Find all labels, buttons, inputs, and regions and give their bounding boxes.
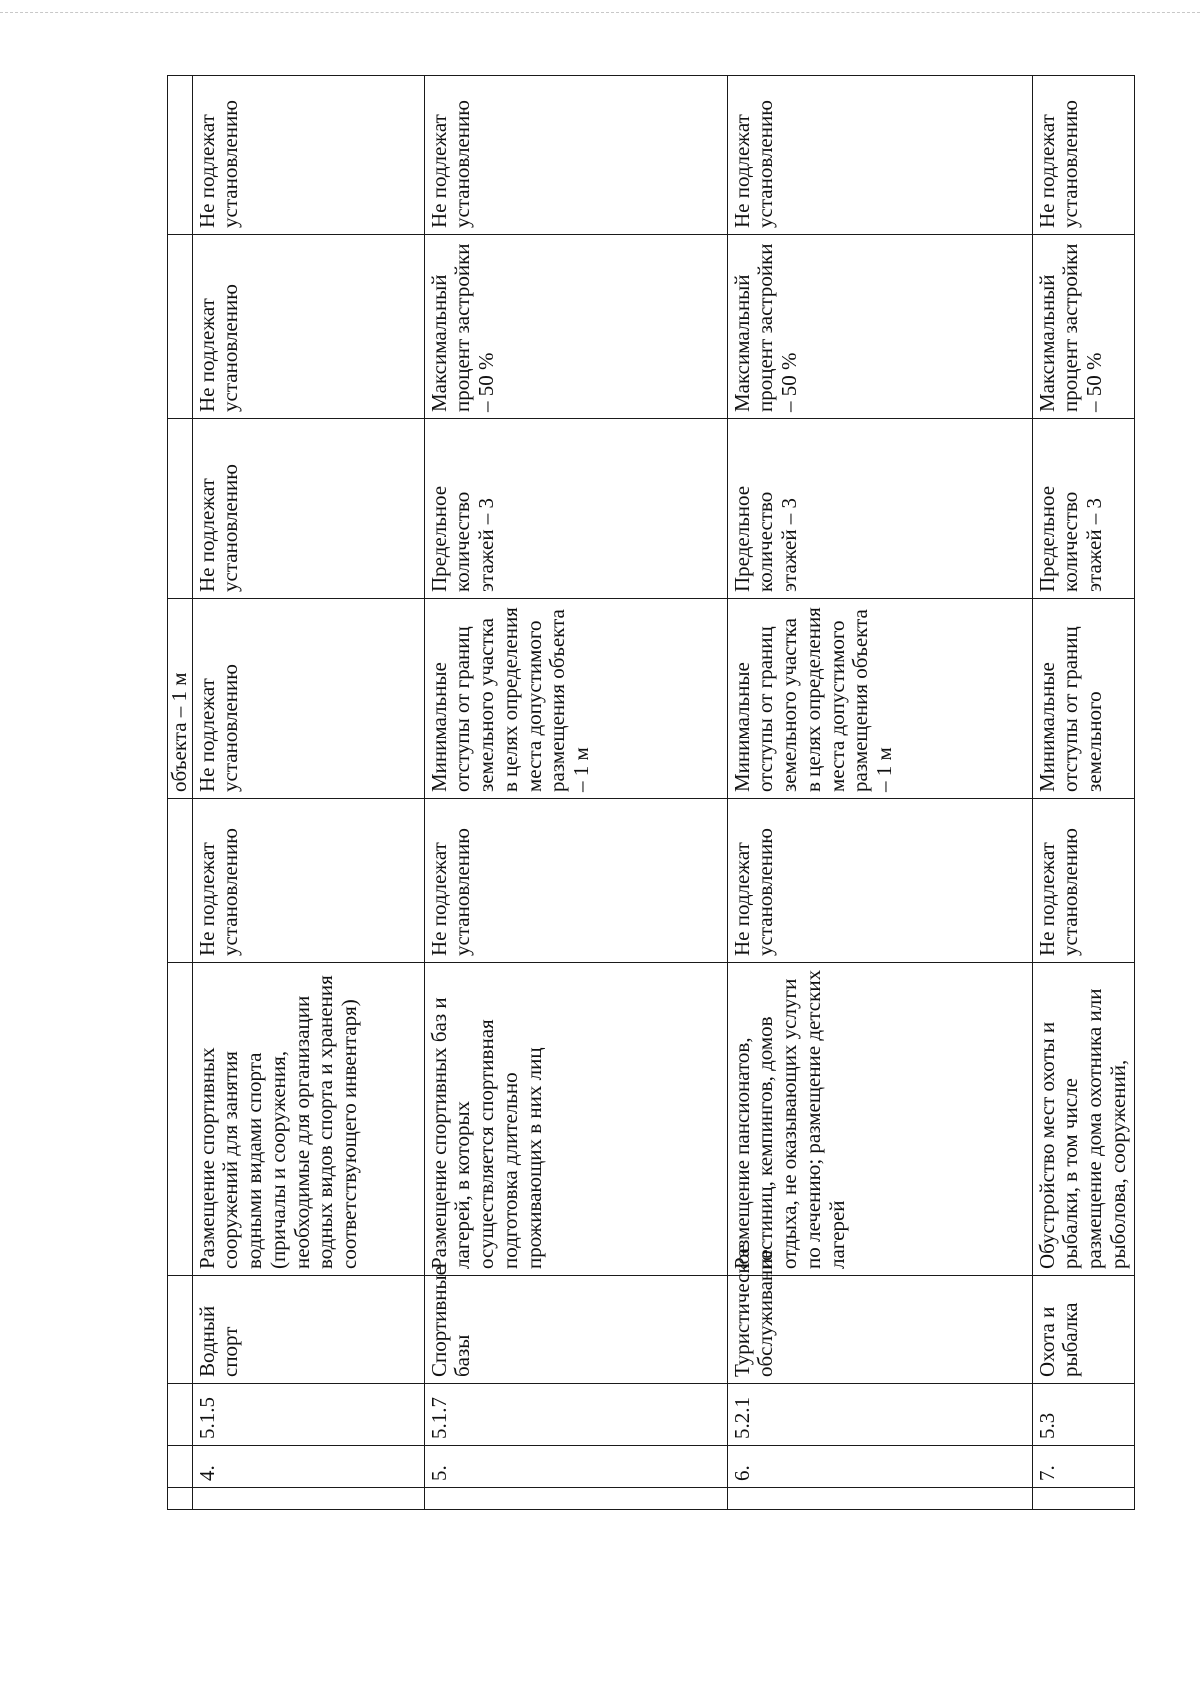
zoning-regulations-table: [167, 75, 1135, 1510]
table-row: [727, 76, 1032, 1510]
table-cell: [168, 963, 193, 1276]
description-cell: Размещение пансионатов, гостиниц, кемпингов, домов отдыха, не оказывающих услуги по лечению; размещение детских лагерей: [727, 963, 1032, 1276]
use-name-cell: Водный спорт: [192, 1276, 424, 1384]
coverage-cell: Максимальный процент застройки – 50 %: [424, 235, 727, 419]
other-params-cell: Не подлежат установлению: [424, 76, 727, 235]
table-cell: [168, 419, 193, 599]
description-cell: Размещение спортивных сооружений для занятия водными видами спорта (причалы и сооружения, необходимые для организации водных видов спорта и хранения соответствующего инвентаря): [192, 963, 424, 1276]
spacer-cell: [192, 1488, 424, 1510]
setback-cell: Минимальные отступы от границ земельного участка в целях определения места допустимого размещения объекта – 1 м: [727, 599, 1032, 799]
table-row: [1032, 76, 1134, 1510]
row-number-cell: 7.: [1032, 1446, 1134, 1488]
spacer-cell: [424, 1488, 727, 1510]
plot-size-cell: Не подлежат установлению: [1032, 799, 1134, 963]
setback-cell: Не подлежат установлению: [192, 599, 424, 799]
spacer-cell: [727, 1488, 1032, 1510]
setback-cell: Минимальные отступы от границ земельного: [1032, 599, 1134, 799]
table-cell: [168, 1276, 193, 1384]
setback-cell: Минимальные отступы от границ земельного участка в целях определения места допустимого размещения объекта – 1 м: [424, 599, 727, 799]
scan-top-edge: [0, 12, 1200, 13]
table-cell: [168, 1446, 193, 1488]
floors-cell: Предельное количество этажей – 3: [1032, 419, 1134, 599]
table-row: [192, 76, 424, 1510]
table-cell: [168, 76, 193, 235]
coverage-cell: Максимальный процент застройки – 50 %: [727, 235, 1032, 419]
table-cell: [168, 235, 193, 419]
other-params-cell: Не подлежат установлению: [727, 76, 1032, 235]
plot-size-cell: Не подлежат установлению: [192, 799, 424, 963]
table-row: [424, 76, 727, 1510]
use-name-cell: Охота и рыбалка: [1032, 1276, 1134, 1384]
table-cell: [168, 799, 193, 963]
rotated-table-page: [167, 76, 1130, 1510]
table-row-carryover: [168, 76, 193, 1510]
description-cell: Размещение спортивных баз и лагерей, в которых осуществляется спортивная подготовка длительно проживающих в них лиц: [424, 963, 727, 1276]
description-cell: Обустройство мест охоты и рыбалки, в том числе размещение дома охотника или рыболова, сооружений,: [1032, 963, 1134, 1276]
floors-cell: Не подлежат установлению: [192, 419, 424, 599]
table-cell: [168, 1488, 193, 1510]
floors-cell: Предельное количество этажей – 3: [424, 419, 727, 599]
use-name-cell: Туристическое обслуживание: [727, 1276, 1032, 1384]
spacer-cell: [1032, 1488, 1134, 1510]
plot-size-cell: Не подлежат установлению: [424, 799, 727, 963]
coverage-cell: Не подлежат установлению: [192, 235, 424, 419]
use-name-cell: Спортивные базы: [424, 1276, 727, 1384]
row-number-cell: 5.: [424, 1446, 727, 1488]
code-cell: 5.1.5: [192, 1384, 424, 1446]
code-cell: 5.2.1: [727, 1384, 1032, 1446]
plot-size-cell: Не подлежат установлению: [727, 799, 1032, 963]
floors-cell: Предельное количество этажей – 3: [727, 419, 1032, 599]
other-params-cell: Не подлежат установлению: [192, 76, 424, 235]
table-cell: [168, 1384, 193, 1446]
other-params-cell: Не подлежат установлению: [1032, 76, 1134, 235]
coverage-cell: Максимальный процент застройки – 50 %: [1032, 235, 1134, 419]
setback-carryover-cell: объекта – 1 м: [168, 599, 193, 799]
row-number-cell: 6.: [727, 1446, 1032, 1488]
code-cell: 5.1.7: [424, 1384, 727, 1446]
code-cell: 5.3: [1032, 1384, 1134, 1446]
row-number-cell: 4.: [192, 1446, 424, 1488]
